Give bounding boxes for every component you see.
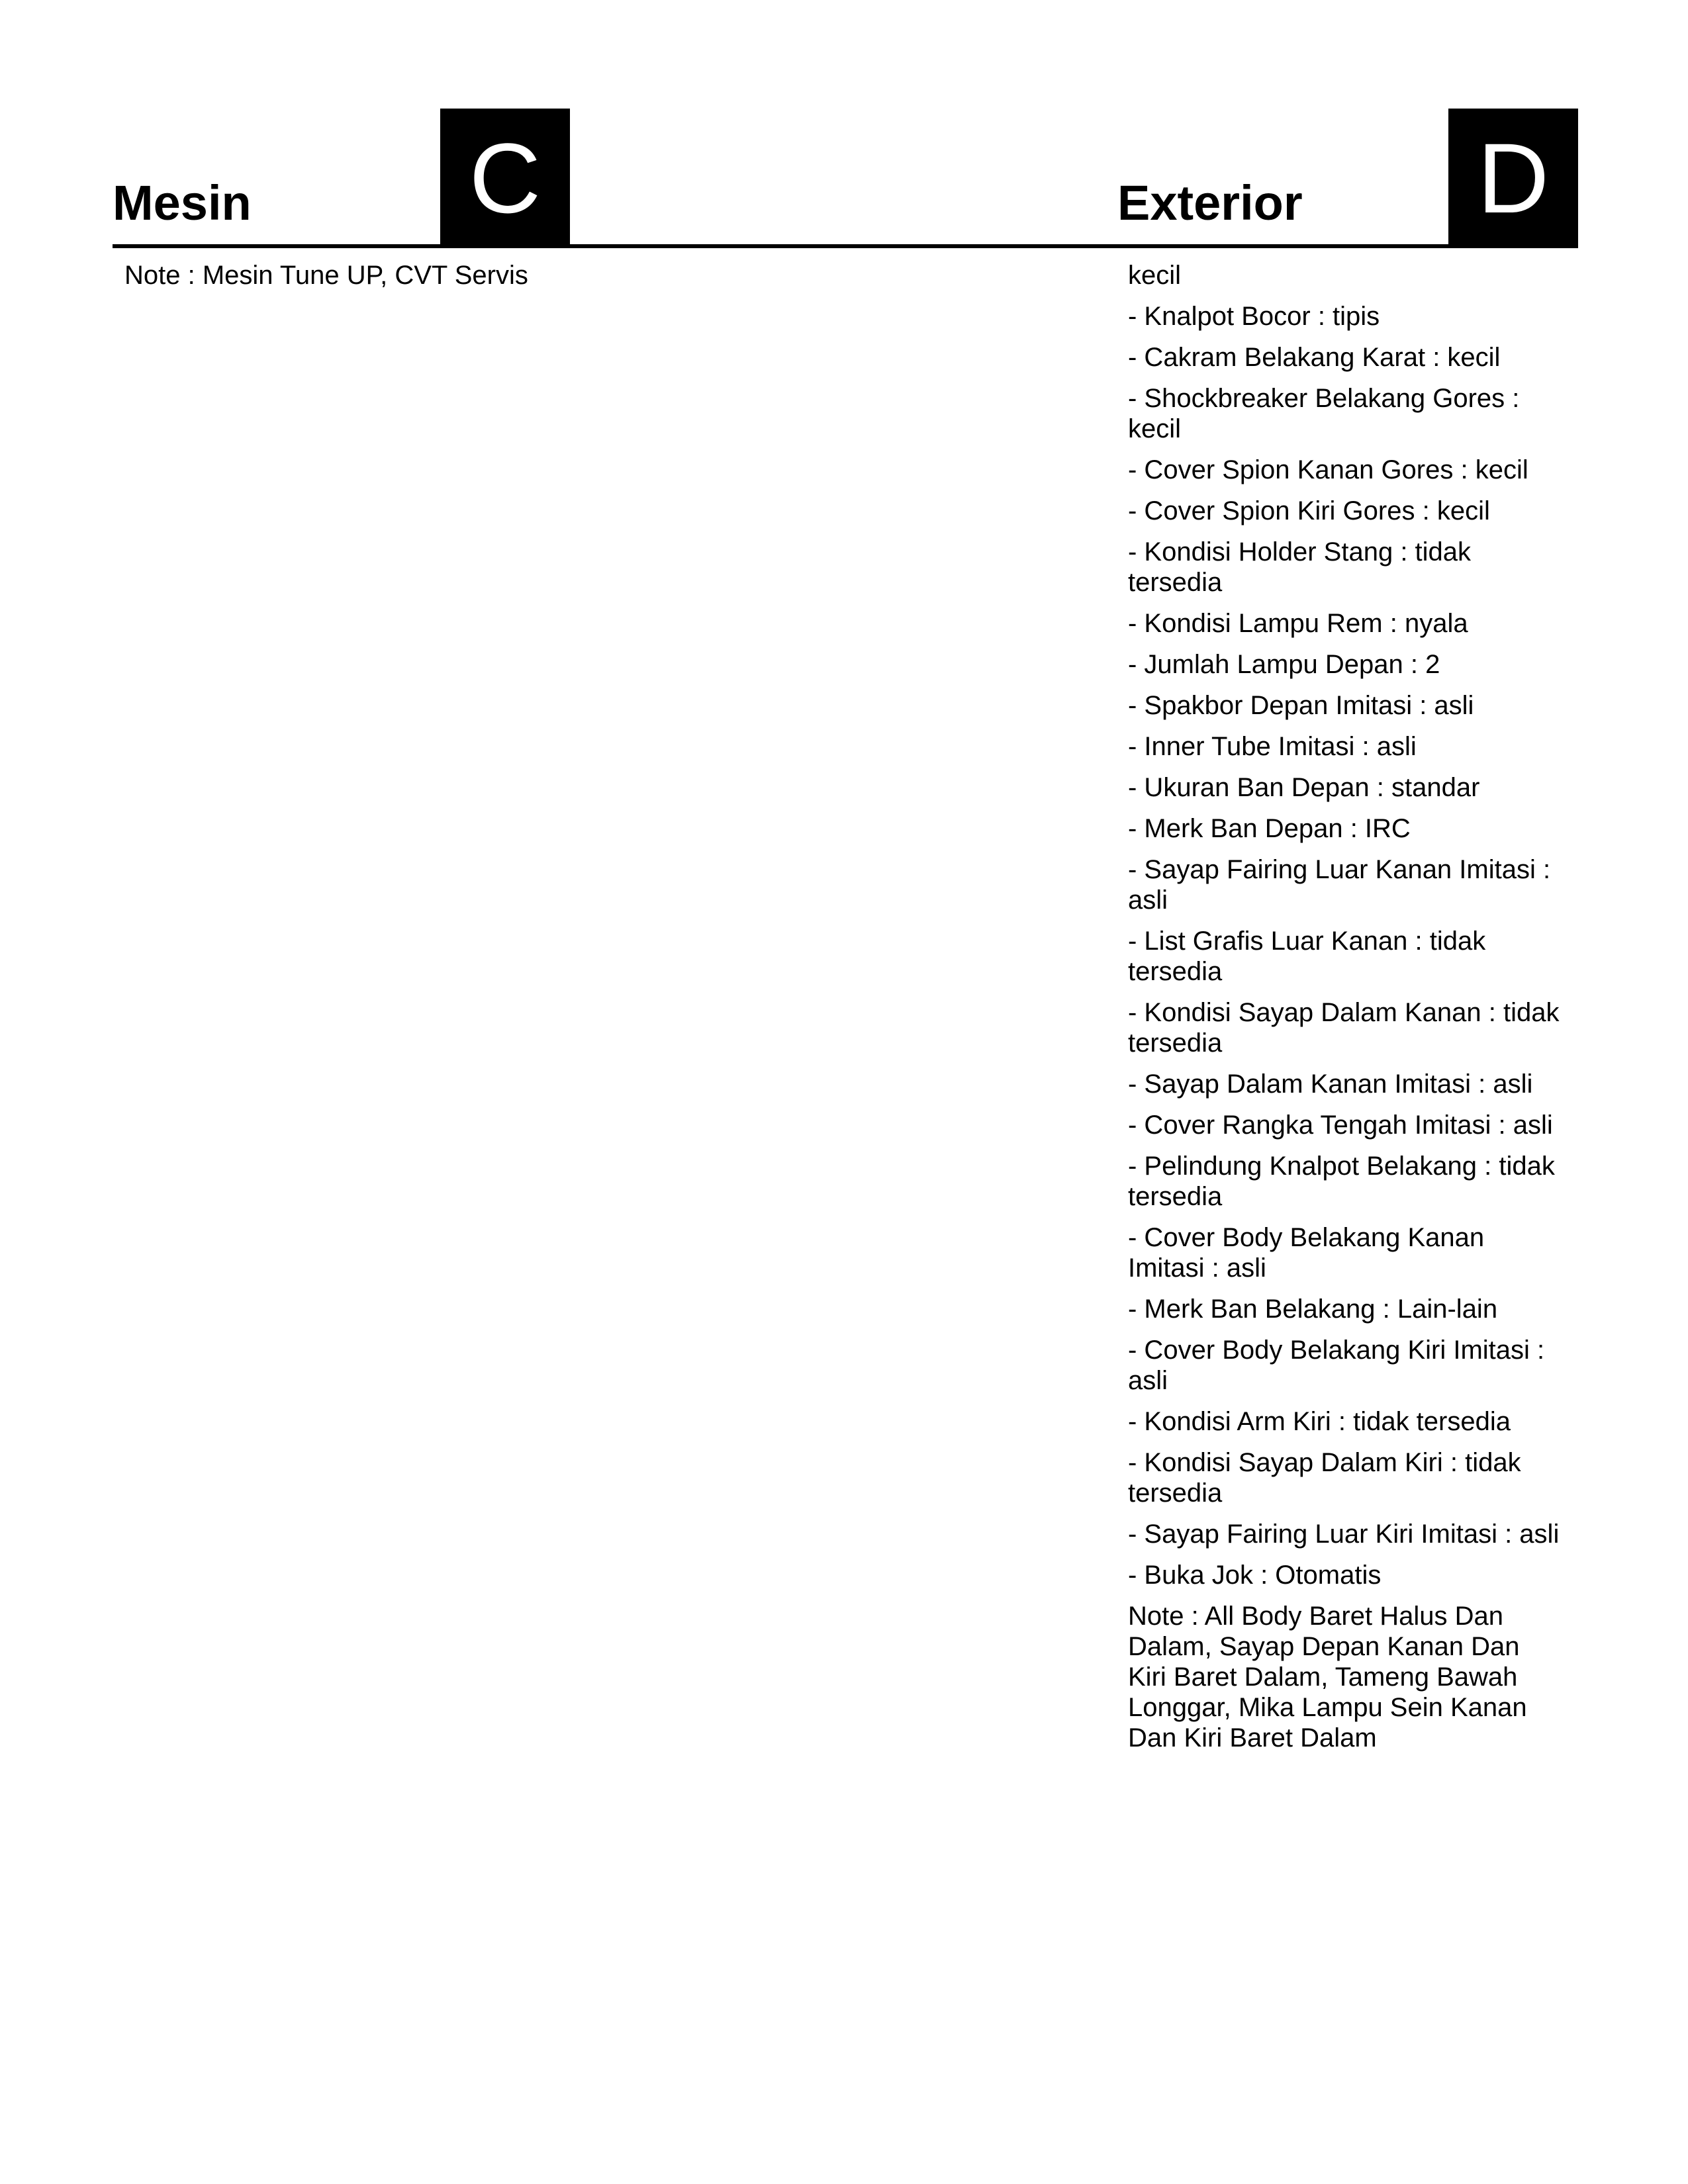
- exterior-note: Note : All Body Baret Halus Dan Dalam, Sayap Depan Kanan Dan Kiri Baret Dalam, Tameng Bawah Longgar, Mika Lampu Sein Kanan Dan Kiri Baret Dalam: [1128, 1602, 1527, 1752]
- exterior-item: - Sayap Fairing Luar Kiri Imitasi : asli: [1128, 1520, 1560, 1549]
- exterior-item: - Cover Rangka Tengah Imitasi : asli: [1128, 1111, 1553, 1140]
- exterior-item: - Inner Tube Imitasi : asli: [1128, 732, 1417, 761]
- exterior-item: - Cover Spion Kiri Gores : kecil: [1128, 496, 1490, 525]
- exterior-item: - Merk Ban Belakang : Lain-lain: [1128, 1295, 1498, 1324]
- exterior-item: - Spakbor Depan Imitasi : asli: [1128, 691, 1474, 720]
- exterior-item: - Cover Body Belakang Kanan Imitasi : asli: [1128, 1223, 1485, 1283]
- exterior-item: - Sayap Dalam Kanan Imitasi : asli: [1128, 1069, 1533, 1099]
- mesin-section-title: Mesin: [113, 175, 252, 230]
- exterior-item: - Ukuran Ban Depan : standar: [1128, 773, 1480, 802]
- exterior-item: - Kondisi Sayap Dalam Kanan : tidak tersedia: [1128, 998, 1560, 1058]
- exterior-item: - Jumlah Lampu Depan : 2: [1128, 650, 1440, 679]
- header-divider: [113, 244, 1578, 248]
- exterior-item: - Kondisi Sayap Dalam Kiri : tidak tersedia: [1128, 1448, 1521, 1508]
- exterior-item: - Sayap Fairing Luar Kanan Imitasi : asli: [1128, 855, 1551, 915]
- exterior-continued-text: kecil: [1128, 261, 1182, 290]
- exterior-item: - Shockbreaker Belakang Gores : kecil: [1128, 384, 1520, 443]
- exterior-item: - Kondisi Lampu Rem : nyala: [1128, 609, 1468, 638]
- exterior-item: - Buka Jok : Otomatis: [1128, 1561, 1382, 1590]
- exterior-section-badge: D: [1448, 109, 1578, 245]
- mesin-section-badge: C: [440, 109, 570, 245]
- exterior-item: - Cakram Belakang Karat : kecil: [1128, 343, 1501, 372]
- exterior-item: - Kondisi Holder Stang : tidak tersedia: [1128, 537, 1472, 597]
- exterior-item: - Cover Body Belakang Kiri Imitasi : asli: [1128, 1336, 1545, 1395]
- exterior-item: - Cover Spion Kanan Gores : kecil: [1128, 455, 1528, 484]
- mesin-note: Note : Mesin Tune UP, CVT Servis: [124, 261, 528, 290]
- exterior-details: [1128, 260, 1565, 1753]
- exterior-item: - Kondisi Arm Kiri : tidak tersedia: [1128, 1407, 1511, 1436]
- exterior-item-list: [1128, 301, 1565, 1590]
- exterior-item: - Merk Ban Depan : IRC: [1128, 814, 1411, 843]
- exterior-item: - Knalpot Bocor : tipis: [1128, 302, 1380, 331]
- exterior-item: - List Grafis Luar Kanan : tidak tersedia: [1128, 927, 1486, 986]
- exterior-section-title: Exterior: [1117, 175, 1303, 230]
- exterior-item: - Pelindung Knalpot Belakang : tidak tersedia: [1128, 1152, 1555, 1211]
